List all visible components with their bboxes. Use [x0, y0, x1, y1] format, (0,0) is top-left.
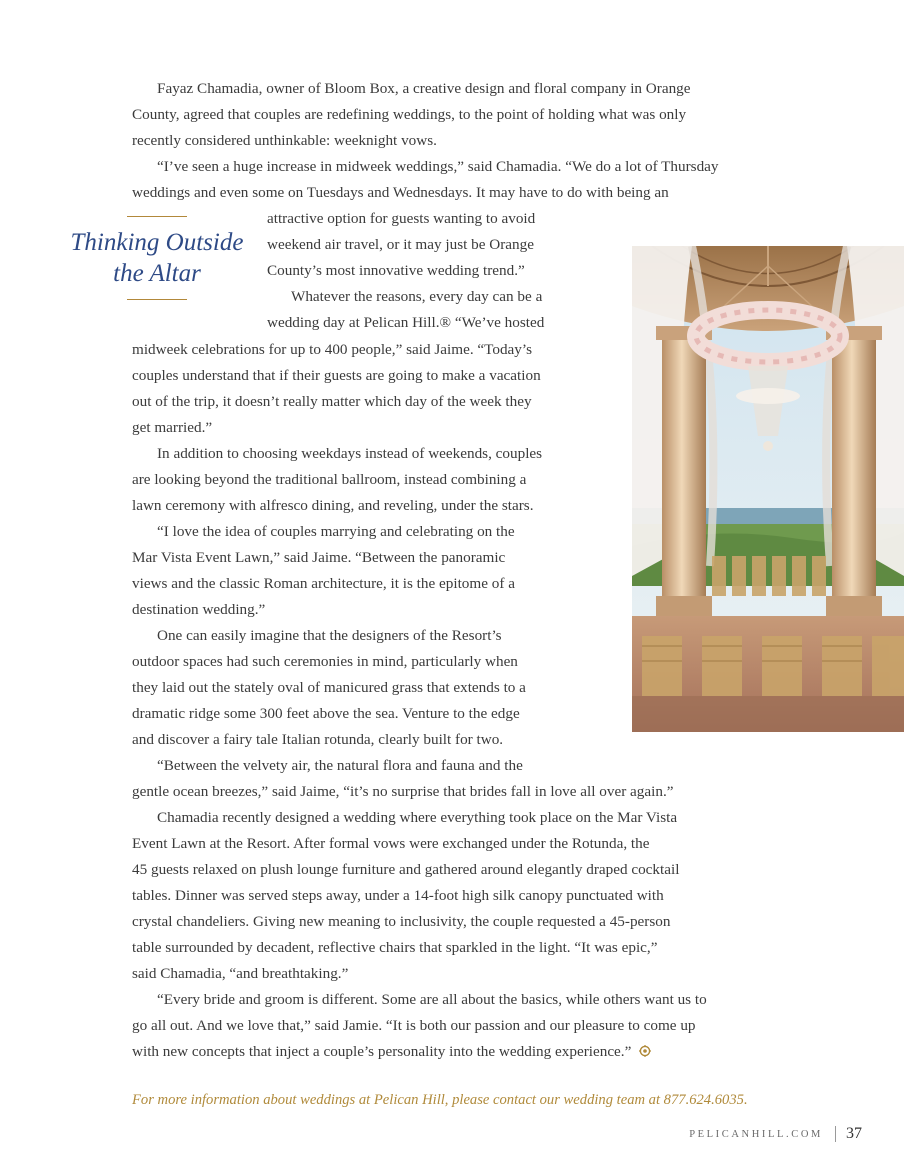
body-line: destination wedding.” [132, 601, 266, 618]
body-line: weddings and even some on Tuesdays and Wednesdays. It may have to do with being an [132, 184, 669, 201]
body-line: One can easily imagine that the designers of the Resort’s [157, 627, 502, 644]
body-line: table surrounded by decadent, reflective chairs that sparkled in the light. “It was epic,” [132, 939, 658, 956]
footer-site: PELICANHILL.COM [689, 1128, 823, 1140]
body-line: are looking beyond the traditional ballroom, instead combining a [132, 471, 527, 488]
body-line: out of the trip, it doesn’t really matter which day of the week they [132, 393, 532, 410]
body-line: weekend air travel, or it may just be Orange [267, 236, 534, 253]
body-line: lawn ceremony with alfresco dining, and reveling, under the stars. [132, 497, 534, 514]
body-line: 45 guests relaxed on plush lounge furniture and gathered around elegantly draped cocktail [132, 861, 680, 878]
body-line: gentle ocean breezes,” said Jaime, “it’s no surprise that brides fall in love all over again.” [132, 783, 674, 800]
body-line: attractive option for guests wanting to avoid [267, 210, 536, 227]
end-mark-icon [639, 1040, 651, 1052]
body-line: go all out. And we love that,” said Jamie. “It is both our passion and our pleasure to come up [132, 1017, 696, 1034]
body-line: crystal chandeliers. Giving new meaning to inclusivity, the couple requested a 45-person [132, 913, 671, 930]
body-line-text: with new concepts that inject a couple’s personality into the wedding experience.” [132, 1043, 632, 1060]
body-line: couples understand that if their guests are going to make a vacation [132, 367, 541, 384]
contact-info: For more information about weddings at Pelican Hill, please contact our wedding team at 877.624.6035. [132, 1092, 748, 1108]
body-line: “Between the velvety air, the natural flora and fauna and the [157, 757, 523, 774]
body-line: Event Lawn at the Resort. After formal vows were exchanged under the Rotunda, the [132, 835, 650, 852]
body-line: wedding day at Pelican Hill.® “We’ve hosted [267, 314, 545, 331]
body-line: get married.” [132, 419, 213, 436]
body-line: In addition to choosing weekdays instead of weekends, couples [157, 445, 543, 462]
body-line: recently considered unthinkable: weeknight vows. [132, 132, 437, 149]
body-line: midweek celebrations for up to 400 people,” said Jaime. “Today’s [132, 341, 533, 358]
body-line: they laid out the stately oval of manicured grass that extends to a [132, 679, 526, 696]
body-line: tables. Dinner was served steps away, under a 14-foot high silk canopy punctuated with [132, 887, 664, 904]
pull-quote-text [62, 227, 252, 289]
body-line: “I’ve seen a huge increase in midweek weddings,” said Chamadia. “We do a lot of Thursday [157, 158, 719, 175]
body-line-last [132, 1039, 651, 1065]
body-line: Whatever the reasons, every day can be a [291, 288, 543, 305]
page-number: 37 [846, 1125, 862, 1142]
page-footer [689, 1125, 862, 1143]
pull-quote-rule-top [127, 216, 187, 217]
body-line: views and the classic Roman architecture, it is the epitome of a [132, 575, 515, 592]
footer-divider [835, 1126, 836, 1142]
body-line: County’s most innovative wedding trend.” [267, 262, 525, 279]
body-line: “I love the idea of couples marrying and celebrating on the [157, 523, 515, 540]
rotunda-photo [632, 246, 904, 732]
body-line: and discover a fairy tale Italian rotunda, clearly built for two. [132, 731, 504, 748]
body-line: outdoor spaces had such ceremonies in mind, particularly when [132, 653, 518, 670]
pull-quote-rule-bottom [127, 299, 187, 300]
body-line: said Chamadia, “and breathtaking.” [132, 965, 349, 982]
body-line: dramatic ridge some 300 feet above the sea. Venture to the edge [132, 705, 520, 722]
pull-quote-line: Thinking Outside [70, 229, 244, 256]
pull-quote-line: the Altar [113, 260, 201, 287]
body-line: County, agreed that couples are redefining weddings, to the point of holding what was only [132, 106, 687, 123]
pull-quote [62, 216, 252, 300]
body-line: Chamadia recently designed a wedding where everything took place on the Mar Vista [157, 809, 678, 826]
body-line: “Every bride and groom is different. Some are all about the basics, while others want us to [157, 991, 707, 1008]
body-line: Mar Vista Event Lawn,” said Jaime. “Between the panoramic [132, 549, 506, 566]
body-line: Fayaz Chamadia, owner of Bloom Box, a creative design and floral company in Orange [157, 80, 691, 97]
